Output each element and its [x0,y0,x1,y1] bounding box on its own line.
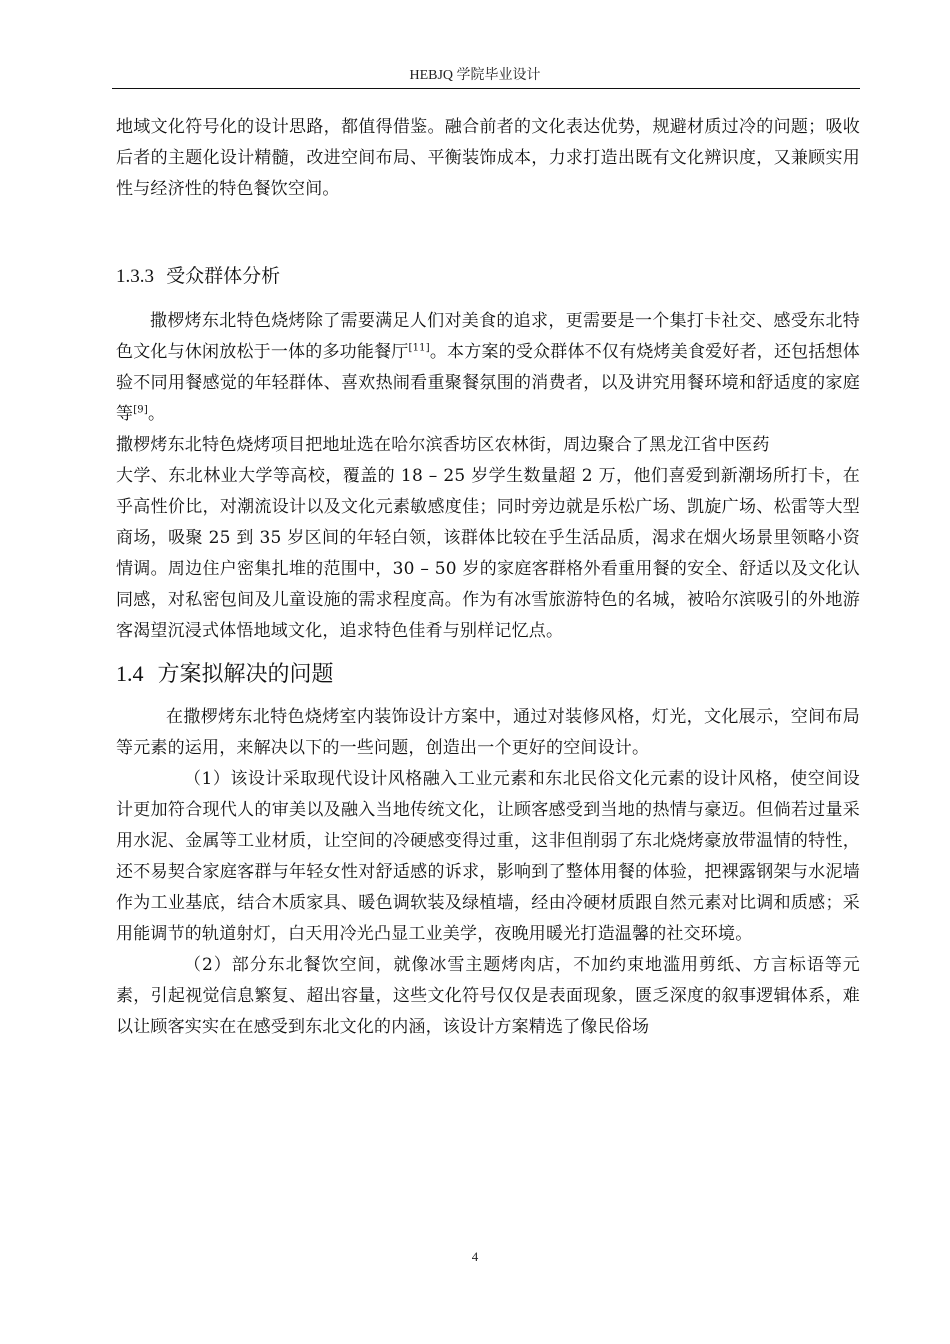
paragraph-problem-2: （2）部分东北餐饮空间，就像冰雪主题烤肉店，不加约束地滥用剪纸、方言标语等元素，引起视觉信息繁复、超出容量，这些文化符号仅仅是表面现象，匮乏深度的叙事逻辑体系，难以让顾客实实在在感受到东北文化的内涵，该设计方案精选了像民俗场 [116,955,860,1037]
citation-ref: [9] [133,404,148,416]
section-title: 受众群体分析 [166,265,281,287]
paragraph-continued: 地域文化符号化的设计思路，都值得借鉴。融合前者的文化表达优势，规避材质过冷的问题；吸收后者的主题化设计精髓，改进空间布局、平衡装饰成本，力求打造出既有文化辨识度，又兼顾实用性与经济性的特色餐饮空间。 [116,117,860,199]
paragraph-text: 撒椤烤东北特色烧烤除了需要满足人们对美食的追求，更需要是一个集打卡社交、感受东北特色文化与休闲放松于一体的多功能餐厅 [116,311,860,362]
paragraph-problem-1: （1）该设计采取现代设计风格融入工业元素和东北民俗文化元素的设计风格，使空间设计更加符合现代人的审美以及融入当地传统文化，让顾客感受到当地的热情与豪迈。但倘若过量采用水泥、金属等工业材质，让空间的冷硬感变得过重，这非但削弱了东北烧烤豪放带温情的特性，还不易契合家庭客群与年轻女性对舒适感的诉求，影响到了整体用餐的体验，把裸露钢架与水泥墙作为工业基底，结合木质家具、暖色调软装及绿植墙，经由冷硬材质跟自然元素对比调和质感；采用能调节的轨道射灯，白天用冷光凸显工业美学，夜晚用暖光打造温馨的社交环境。 [116,769,860,944]
section-heading-1-3-3 [116,261,860,292]
running-header: HEBJQ 学院毕业设计 [409,68,541,83]
paragraph-audience-intro [116,306,860,430]
citation-ref: [11] [408,342,430,354]
paragraph-problem-intro: 在撒椤烤东北特色烧烤室内装饰设计方案中，通过对装修风格，灯光，文化展示，空间布局等元素的运用，来解决以下的一些问题，创造出一个更好的空间设计。 [116,707,860,758]
page-body [116,112,860,1043]
page-number: 4 [471,1249,479,1264]
section-heading-1-4 [116,657,860,692]
paragraph-location-body: 大学、东北林业大学等高校，覆盖的 18 – 25 岁学生数量超 2 万，他们喜爱到新潮场所打卡，在乎高性价比，对潮流设计以及文化元素敏感度佳；同时旁边就是乐松广场、凯旋广场、松雷等大型商场，吸聚 25 到 35 岁区间的年轻白领，该群体比较在乎生活品质，渴求在烟火场景里领略小资情调。周边住户密集扎堆的范围中，30 – 50 岁的家庭客群格外看重用餐的安全、舒适以及文化认同感，对私密包间及儿童设施的需求程度高。作为有冰雪旅游特色的名城，被哈尔滨吸引的外地游客渴望沉浸式体悟地域文化，追求特色佳肴与别样记忆点。 [116,466,860,641]
header-rule [112,88,860,89]
paragraph-text: 。 [147,404,166,424]
section-number: 1.4 [116,661,144,686]
paragraph-text: 。本方案的受众群体不仅有烧烤美食爱好者，还包括想体验不同用餐感觉的年轻群体、喜欢热闹看重聚餐氛围的消费者，以及讲究用餐环境和舒适度的家庭等 [116,342,861,424]
paragraph-location-first-line: 撒椤烤东北特色烧烤项目把地址选在哈尔滨香坊区农林街，周边聚合了黑龙江省中医药 [116,435,770,455]
section-number: 1.3.3 [116,266,154,287]
section-title: 方案拟解决的问题 [157,662,334,687]
